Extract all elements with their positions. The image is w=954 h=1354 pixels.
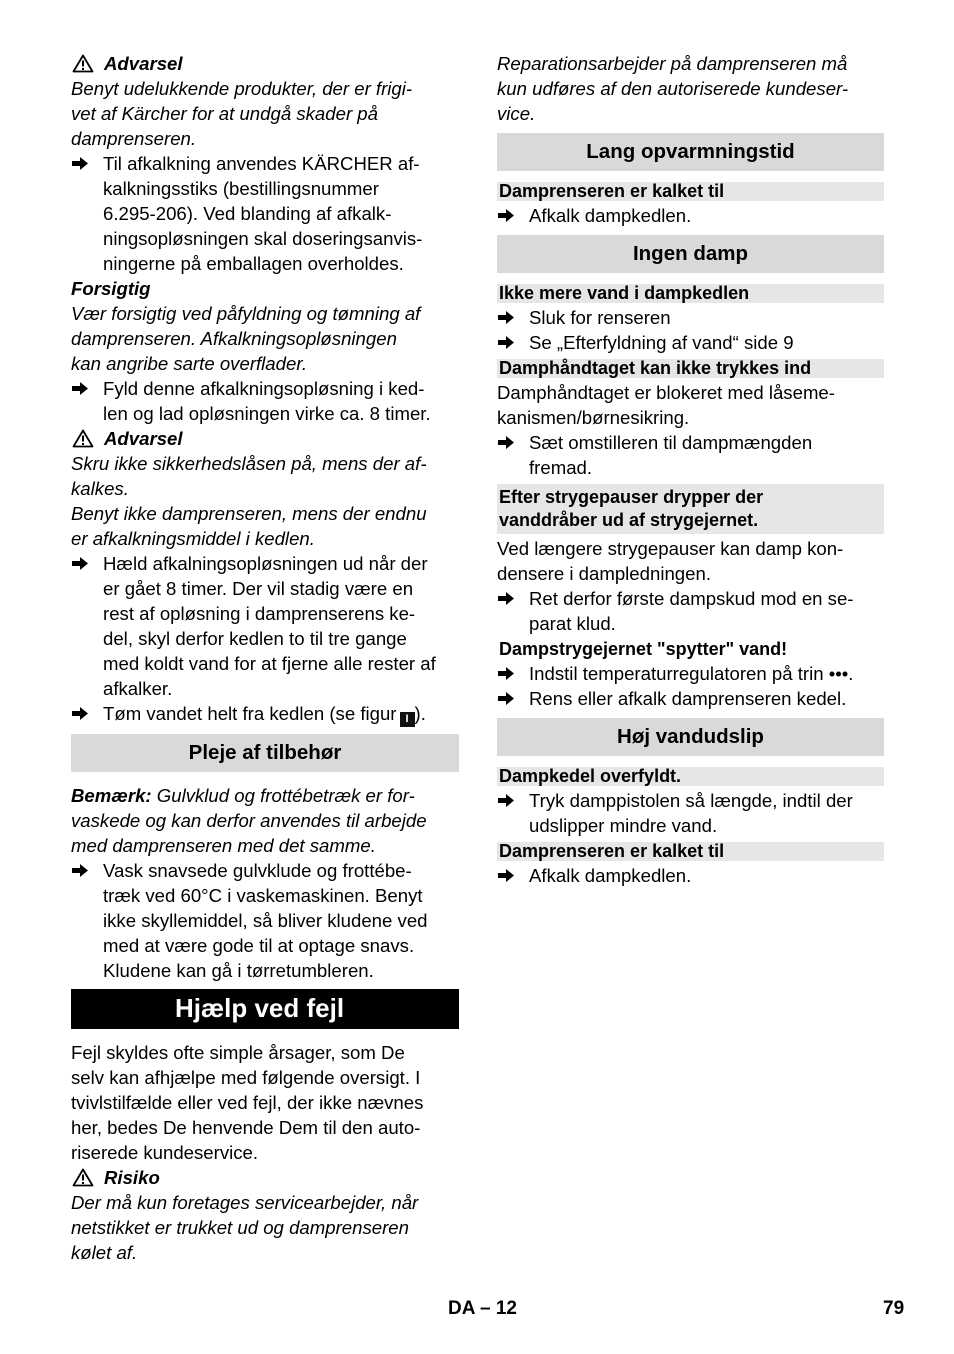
warning-triangle-icon (72, 54, 94, 73)
risk-heading (71, 1165, 459, 1190)
body-text: Ved længere strygepauser kan damp kon- densere i dampledningen. (497, 538, 844, 584)
subheading: Damphåndtaget kan ikke trykkes ind (497, 359, 884, 378)
instruction-step: Se „Efterfyldning af vand“ side 9 (497, 330, 884, 355)
arrow-right-icon (497, 435, 515, 450)
risk-text: Der må kun foretages servicearbejder, når netstikket er trukket ud og damprenseren kølet af. (71, 1192, 419, 1263)
warning-triangle-icon (72, 1168, 94, 1187)
chapter-heading-troubleshooting: Hjælp ved fejl (71, 989, 459, 1029)
arrow-right-icon (71, 381, 89, 396)
instruction-step: Afkalk dampkedlen. (497, 203, 884, 228)
instruction-step: Rens eller afkalk damprenseren kedel. (497, 686, 884, 711)
left-column (71, 51, 459, 1265)
warning-heading (71, 51, 459, 76)
section-heading-care: Pleje af tilbehør (71, 734, 459, 772)
subheading: Ikke mere vand i dampkedlen (497, 284, 884, 303)
arrow-right-icon (497, 208, 515, 223)
note-text: Bemærk: Gulvklud og frottébetræk er for- vaskede og kan derfor anvendes til arbejde med damprenseren med det samme. (71, 785, 427, 856)
instruction-step: Indstil temperaturregulatoren på trin •••. (497, 661, 884, 686)
instruction-step: Fyld denne afkalkningsopløsning i ked- len og lad opløsningen virke ca. 8 timer. (71, 376, 459, 426)
arrow-right-icon (497, 335, 515, 350)
arrow-right-icon (71, 863, 89, 878)
troubleshooting-intro: Fejl skyldes ofte simple årsager, som De selv kan afhjælpe med følgende oversigt. I tvivlstilfælde eller ved fejl, der ikke nævnes her, bedes De henvende Dem til den auto- riserede kundeservice. (71, 1042, 424, 1163)
subheading: Dampkedel overfyldt. (497, 767, 884, 786)
warning-triangle-icon (72, 429, 94, 448)
instruction-step: Hæld afkalningsopløsningen ud når der er gået 8 timer. Der vil stadig være en rest af opløsning i damprenserens ke- del, skyl derfor kedlen to til tre gange med koldt vand for at fjerne alle rester af afkalker. (71, 551, 459, 701)
instruction-step: Afkalk dampkedlen. (497, 863, 884, 888)
page-label: DA – 12 (448, 1298, 517, 1319)
instruction-step: Vask snavsede gulvklude og frottébe- træk ved 60°C i vaskemaskinen. Benyt ikke skyllemiddel, så bliver kludene ved med at være gode til at optage snavs. Kludene kan gå i tørretumbleren. (71, 858, 459, 983)
figure-reference-badge: I (400, 712, 415, 727)
arrow-right-icon (497, 868, 515, 883)
section-heading-long-heating: Lang opvarmningstid (497, 133, 884, 171)
warning-heading (71, 426, 459, 451)
caution-text: Vær forsigtig ved påfyldning og tømning af damprenseren. Afkalkningsopløsningen kan angribe sarte overflader. (71, 303, 421, 374)
subheading: Dampstrygejernet "spytter" vand! (499, 639, 788, 659)
arrow-right-icon (71, 556, 89, 571)
subheading: Damprenseren er kalket til (497, 842, 884, 861)
instruction-step: Sæt omstilleren til dampmængden fremad. (497, 430, 884, 480)
note-label: Bemærk: (71, 785, 152, 806)
section-heading-no-steam: Ingen damp (497, 235, 884, 273)
warning-title: Advarsel (104, 53, 183, 74)
warning-text: Skru ikke sikkerhedslåsen på, mens der af- kalkes. Benyt ikke damprenseren, mens der endnu er afkalkningsmiddel i kedlen. (71, 453, 427, 549)
arrow-right-icon (497, 666, 515, 681)
risk-title: Risiko (104, 1167, 160, 1188)
warning-title: Advarsel (104, 428, 183, 449)
body-text: Damphåndtaget er blokeret med låseme- kanismen/børnesikring. (497, 382, 835, 428)
subheading: Damprenseren er kalket til (497, 182, 884, 201)
arrow-right-icon (497, 310, 515, 325)
instruction-step: Tryk damppistolen så længde, indtil der udslipper mindre vand. (497, 788, 884, 838)
arrow-right-icon (71, 156, 89, 171)
warning-text: Benyt udelukkende produkter, der er frigi- vet af Kärcher for at undgå skader på damprenseren. (71, 78, 413, 149)
arrow-right-icon (497, 691, 515, 706)
instruction-step: Til afkalkning anvendes KÄRCHER af- kalkningsstiks (bestillingsnummer 6.295-206). Ved blanding af afkalk- ningsopløsningen skal doseringsanvis- ningerne på emballagen overholdes. (71, 151, 459, 276)
repair-note: Reparationsarbejder på damprenseren må kun udføres af den autoriserede kundeser- vice. (497, 53, 849, 124)
subheading: Efter strygepauser drypper der vanddråber ud af strygejernet. (497, 484, 884, 534)
page-number: 79 (883, 1298, 905, 1319)
arrow-right-icon (497, 793, 515, 808)
instruction-step: Tøm vandet helt fra kedlen (se figur I ). (71, 701, 459, 727)
instruction-step: Sluk for renseren (497, 305, 884, 330)
caution-title: Forsigtig (71, 278, 151, 299)
arrow-right-icon (71, 706, 89, 721)
right-column (497, 51, 884, 888)
section-heading-high-water-leak: Høj vandudslip (497, 718, 884, 756)
instruction-step: Ret derfor første dampskud mod en se- parat klud. (497, 586, 884, 636)
arrow-right-icon (497, 591, 515, 606)
